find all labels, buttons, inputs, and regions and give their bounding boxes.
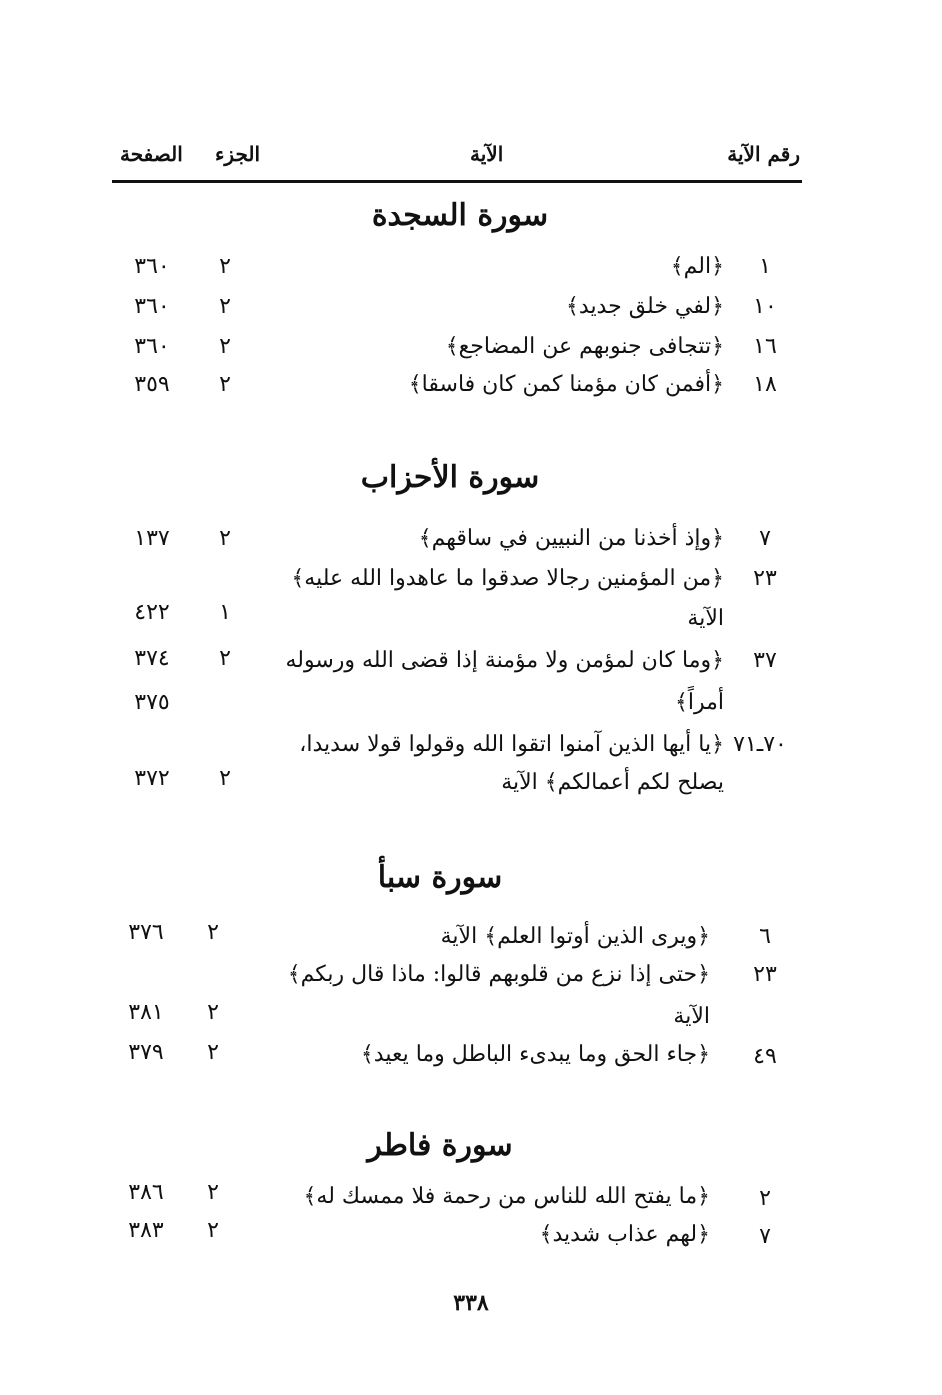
verse-text: الآية — [673, 1004, 710, 1029]
surah-title: سورة السجدة — [371, 198, 549, 233]
verse-number: ٢٣ — [753, 962, 777, 987]
header-verse-number: رقم الآية — [727, 142, 800, 166]
verse-number: ١٠ — [753, 294, 777, 319]
page-number: ٣٦٠ — [134, 254, 170, 279]
verse-text: ﴿وإذ أخذنا من النبيين في ساقهم﴾ — [418, 526, 724, 551]
verse-text: ﴿ويرى الذين أوتوا العلم﴾ الآية — [440, 924, 710, 949]
page-number: ٣٧٦ — [128, 920, 164, 945]
part-number: ٢ — [219, 766, 231, 791]
part-number: ٢ — [207, 920, 219, 945]
verse-text: أمراً﴾ — [674, 690, 724, 715]
page-number: ١٣٧ — [134, 526, 170, 551]
part-number: ٢ — [219, 254, 231, 279]
verse-number: ٧ — [759, 526, 771, 551]
header-rule — [112, 180, 802, 183]
verse-text: ﴿وما كان لمؤمن ولا مؤمنة إذا قضى الله ورسوله — [285, 648, 724, 673]
surah-title: سورة فاطر — [367, 1128, 513, 1163]
verse-number: ١٦ — [753, 334, 777, 359]
verse-text: ﴿يا أيها الذين آمنوا اتقوا الله وقولوا قولا سديدا، — [299, 732, 724, 757]
part-number: ٢ — [219, 372, 231, 397]
part-number: ٢ — [207, 1218, 219, 1243]
part-number: ٢ — [207, 1000, 219, 1025]
verse-number: ٧٠ـ٧١ — [733, 732, 787, 757]
verse-text: ﴿جاء الحق وما يبدىء الباطل وما يعيد﴾ — [360, 1042, 710, 1067]
page-number: ٣٧٤ — [134, 646, 170, 671]
part-number: ٢ — [219, 294, 231, 319]
surah-title: سورة سبأ — [377, 860, 503, 895]
header-aya: الآية — [470, 142, 504, 166]
verse-number: ٤٩ — [753, 1044, 777, 1069]
page-number: ٣٦٠ — [134, 294, 170, 319]
verse-text: الآية — [687, 606, 724, 631]
verse-number: ٢٣ — [753, 566, 777, 591]
verse-text: ﴿لفي خلق جديد﴾ — [566, 294, 724, 319]
page-number: ٣٨٣ — [128, 1218, 164, 1243]
verse-text: ﴿تتجافى جنوبهم عن المضاجع﴾ — [445, 334, 724, 359]
page-number: ٣٧٥ — [134, 690, 170, 715]
verse-text: ﴿أفمن كان مؤمنا كمن كان فاسقا﴾ — [408, 372, 724, 397]
page-number: ٣٨٦ — [128, 1180, 164, 1205]
verse-number: ٧ — [759, 1224, 771, 1249]
page-number: ٣٨١ — [128, 1000, 164, 1025]
verse-number: ٦ — [759, 924, 771, 949]
verse-number: ٢ — [759, 1186, 771, 1211]
verse-text: ﴿لهم عذاب شديد﴾ — [539, 1222, 710, 1247]
verse-text: ﴿حتى إذا نزع من قلوبهم قالوا: ماذا قال ربكم﴾ — [287, 962, 710, 987]
header-page: الصفحة — [120, 142, 183, 166]
part-number: ٢ — [219, 526, 231, 551]
part-number: ١ — [219, 600, 231, 625]
header-part: الجزء — [215, 142, 260, 166]
part-number: ٢ — [219, 334, 231, 359]
page-number: ٣٧٩ — [128, 1040, 164, 1065]
verse-text: ﴿ما يفتح الله للناس من رحمة فلا ممسك له﴾ — [303, 1184, 710, 1209]
part-number: ٢ — [207, 1180, 219, 1205]
verse-text: ﴿من المؤمنين رجالا صدقوا ما عاهدوا الله عليه﴾ — [291, 566, 724, 591]
part-number: ٢ — [219, 646, 231, 671]
page-number: ٣٦٠ — [134, 334, 170, 359]
verse-text: يصلح لكم أعمالكم﴾ الآية — [501, 770, 724, 795]
page-number: ٣٧٢ — [134, 766, 170, 791]
verse-text: ﴿الم﴾ — [670, 254, 724, 279]
part-number: ٢ — [207, 1040, 219, 1065]
verse-number: ١ — [759, 254, 771, 279]
verse-number: ٣٧ — [753, 648, 777, 673]
page-number: ٣٥٩ — [134, 372, 170, 397]
footer-page-number: ٣٣٨ — [453, 1290, 489, 1316]
surah-title: سورة الأحزاب — [360, 460, 540, 495]
verse-number: ١٨ — [753, 372, 777, 397]
page-number: ٤٢٢ — [134, 600, 170, 625]
